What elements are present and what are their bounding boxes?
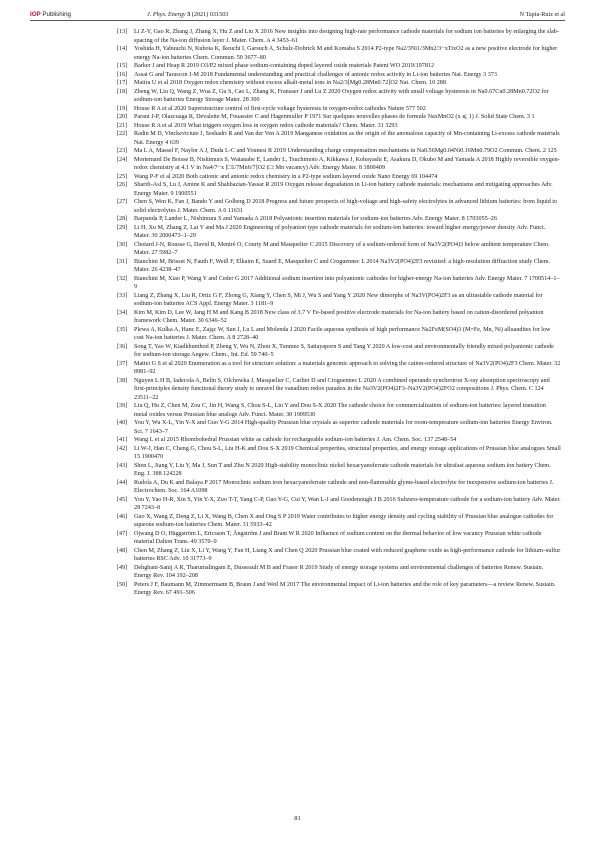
reference-item — [117, 496, 561, 513]
reference-item — [117, 45, 561, 62]
reference-text: Barpanda P, Lander L, Nishimura S and Yamada A 2018 Polyanionic insertion materials for sodium-ion batteries Adv. Energy Mater. 8 1703055–26 — [134, 216, 497, 222]
reference-number: [15] — [117, 63, 128, 69]
reference-text: Nguyen L H B, Iadecola A, Belin S, Olchowka J, Masquelier C, Carlier D and Croguennec L 2020 A combined operando synchrotron X-ray absorption spectroscopy and first-principles density functional theory study to unravel the vanadium redox paradox in the Na3V2(PO4)2F3–Na3V2(PO4)2FO2 compositions J. Phys. Chem. C 124 23511–22 — [134, 377, 550, 401]
publisher-logo: IOP Publishing — [30, 11, 71, 18]
reference-number: [37] — [117, 360, 128, 367]
reference-text: Chen S, Wen K, Fan J, Bando Y and Golberg D 2018 Progress and future prospects of high-voltage and high-safety electrolytes in advanced lithium batteries: from liquid to solid electrolytes J. Mater. Chem. A 6 11631 — [134, 199, 558, 214]
reference-number: [16] — [117, 71, 128, 78]
reference-text: Liu Q, Hu Z, Chen M, Zou C, Jin H, Wang S, Chou S-L, Liu Y and Dou S-X 2020 The cathode choice for commercialization of sodium-ion batteries: layered transition metal oxides versus Prussian blue analogs Adv. Funct. Mater. 30 1909530 — [134, 403, 546, 418]
journal-citation: J. Phys. Energy 3 (2021) 031503 — [147, 11, 229, 18]
reference-text: Wang P-F et al 2020 Both cationic and anionic redox chemistry in a P2-type sodium layered oxide Nano Energy 69 104474 — [134, 173, 438, 180]
reference-list — [117, 28, 561, 598]
reference-text: Bianchini M, Xiao P, Wang Y and Ceder G 2017 Additional sodium insertion into polyanionic cathodes for higher-energy Na-ion batteries Adv. Energy Mater. 7 1700514–1–9 — [134, 275, 560, 290]
header-rule — [30, 20, 565, 21]
reference-number: [26] — [117, 182, 128, 188]
reference-number: [39] — [117, 403, 128, 409]
reference-item — [117, 122, 561, 131]
reference-text: You Y, Yao H-R, Xin S, Yin Y-X, Zuo T-T, Yang C-P, Guo Y-G, Cui Y, Wan L-J and Goodenough J B 2016 Subzero-temperature cathode for a sodium-ion battery Adv. Mater. 28 7243–8 — [134, 496, 561, 511]
reference-number: [19] — [117, 105, 128, 112]
reference-text: Rudola A, Du K and Balaya P 2017 Monoclinic sodium iron hexacyanoferrate cathode and non-flammable glyme-based electrolyte for inexpensive sodium-ion batteries J. Electrochem. Soc. 164 A1098 — [134, 479, 554, 494]
reference-text: Maitra U et al 2018 Oxygen redox chemistry without excess alkali-metal ions in Na2/3[Mg0.28Mn0.72]O2 Nat. Chem. 10 288 — [134, 80, 446, 86]
reference-item — [117, 224, 561, 241]
reference-item — [117, 530, 561, 547]
reference-number: [41] — [117, 437, 128, 443]
reference-text: Barker J and Heap R 2019 O3/P2 mixed phase sodium-containing doped layered oxide materials Patent WO 2019/197812 — [134, 63, 435, 69]
reference-number: [20] — [117, 114, 128, 120]
reference-item — [117, 445, 561, 462]
reference-number: [36] — [117, 343, 128, 350]
reference-item — [117, 462, 561, 479]
reference-number: [34] — [117, 309, 128, 316]
reference-number: [29] — [117, 224, 128, 231]
reference-item — [117, 292, 561, 309]
reference-item — [117, 436, 561, 445]
reference-number: [50] — [117, 581, 128, 588]
reference-number: [43] — [117, 462, 128, 469]
reference-item — [117, 343, 561, 360]
reference-number: [14] — [117, 46, 128, 52]
reference-text: Li Z-Y, Gao R, Zhang J, Zhang X, Hu Z and Liu X 2016 New insights into designing high-rate performance cathode materials for sodium ion batteries by enlarging the slab-spacing of the Na-ion diffusion layer J. Mater. Chem. A 4 3453–61 — [134, 29, 559, 44]
reference-number: [35] — [117, 326, 128, 333]
reference-number: [40] — [117, 420, 128, 426]
reference-text: Kim M, Kim D, Lee W, Jang H M and Kang B 2018 New class of 3.7 V Fe-based positive electrode materials for Na-ion battery based on cation-disordered polyanion framework Chem. Mater. 30 6346–52 — [134, 309, 544, 324]
reference-text: Ma L A, Massel F, Naylor A J, Duda L-C and Younesi R 2019 Understanding charge compensation mechanisms in Na0.56Mg0.04Ni0.16Mn0.79O2 Commun. Chem. 2 125 — [134, 148, 557, 154]
reference-item — [117, 88, 561, 105]
reference-text: Liang Z, Zhang X, Liu R, Ortiz G F, Zhong G, Xiang Y, Chen S, Mi J, Wu S and Yang Y 2020 New dimorphs of Na3V(PO4)2F3 as an ultrastable cathode material for sodium-ion batteries ACS Appl. Energy Mater. 3 1181–9 — [134, 292, 543, 307]
reference-text: Li W-J, Han C, Cheng G, Chou S-L, Liu H-K and Dou S-X 2019 Chemical properties, structural properties, and energy storage applications of Prussian blue analogues Small 15 1900470 — [134, 445, 561, 460]
reference-number: [23] — [117, 148, 128, 154]
reference-item — [117, 105, 561, 114]
reference-number: [49] — [117, 564, 128, 571]
reference-text: Bianchini M, Brisset N, Fauth F, Weill F, Elkaim E, Suard E, Masquelier C and Croguennec L 2014 Na3V2(PO4)2F3 revisited: a high-resolution diffraction study Chem. Mater. 26 4238–47 — [134, 258, 551, 273]
reference-text: Chotard J-N, Rousse G, David R, Mentré O, Courty M and Masquelier C 2015 Discovery of a sodium-ordered form of Na3V2(PO4)3 below ambient temperature Chem. Mater. 27 5982–7 — [134, 241, 550, 256]
reference-number: [28] — [117, 216, 128, 222]
reference-text: Ojwang D O, Häggström L, Ericsson T, Ångström J and Brant W R 2020 Influence of sodium content on the thermal behavior of low vacancy Prussian white cathode material Dalton Trans. 49 3570–9 — [134, 530, 542, 545]
reference-text: Dehghani-Sanij A R, Tharumalingam E, Dusseault M B and Fraser R 2019 Study of energy storage systems and environmental challenges of batteries Renew. Sustain. Energy Rev. 104 192–208 — [134, 564, 544, 579]
reference-item — [117, 581, 561, 598]
page-header — [30, 9, 565, 20]
reference-text: Yoshida H, Yabuuchi N, Kubota K, Ikeuchi I, Garsuch A, Schulz-Dobrick M and Komaba S 2014 P2-type Na2/3Ni1/3Mn2/3−xTixO2 as a new positive electrode for higher energy Na-ion batteries Chem. Commun. 50 3677–80 — [134, 46, 558, 61]
reference-number: [24] — [117, 156, 128, 163]
reference-number: [30] — [117, 241, 128, 248]
reference-item — [117, 181, 561, 198]
reference-text: Song T, Yao W, Kiadkhunthod P, Zheng Y, Wu N, Zhou X, Tunmee S, Sattayaporn S and Tang Y 2020 A low-cost and environmentally friendly mixed polyanionic cathode for sodium-ion storage Angew. Chem., Int. Ed. 59 740–5 — [134, 343, 554, 358]
reference-item — [117, 215, 561, 224]
reference-number: [22] — [117, 131, 128, 137]
reference-text: House R A et al 2019 What triggers oxygen loss in oxygen redox cathode materials? Chem. Mater. 31 3293 — [134, 122, 398, 129]
reference-text: Li H, Xu M, Zhang Z, Lai Y and Ma J 2020 Engineering of polyanion type cathode materials for sodium-ion batteries: toward higher energy/power density Adv. Funct. Mater. 30 2000473–1–29 — [134, 224, 546, 239]
reference-item — [117, 156, 561, 173]
reference-number: [33] — [117, 292, 128, 299]
reference-number: [48] — [117, 547, 128, 554]
reference-number: [44] — [117, 479, 128, 486]
reference-number: [38] — [117, 377, 128, 384]
reference-number: [47] — [117, 530, 128, 537]
reference-item — [117, 513, 561, 530]
reference-text: You Y, Wu X-L, Yin Y-X and Guo Y-G 2014 High-quality Prussian blue crystals as superior cathode materials for room-temperature sodium-ion batteries Energy Environ. Sci. 7 1643–7 — [134, 420, 553, 435]
reference-text: Parant J-P, Olazcuaga R, Devalette M, Fouassier C and Hagenmuller P 1971 Sur quelques nouvelles phases de formule NaxMnO2 (x ⩽ 1) J. Solid State Chem. 3 1 — [134, 114, 535, 120]
reference-number: [31] — [117, 258, 128, 265]
reference-number: [42] — [117, 445, 128, 452]
reference-text: Guo X, Wang Z, Deng Z, Li X, Wang B, Chen X and Ong S P 2019 Water contributes to higher energy density and cycling stability of Prussian blue analogue cathodes for aqueous sodium-ion batteries Chem. Mater. 31 5933–42 — [134, 513, 554, 528]
reference-text: Mattei G S et al 2020 Enumeration as a tool for structure solution: a materials genomic approach to solving the cation-ordered structure of Na3V2(PO4)2F3 Chem. Mater. 32 8981–92 — [134, 360, 561, 375]
reference-text: Zheng W, Liu Q, Wang Z, Wua Z, Gu S, Cao L, Zhang K, Fransaer J and Lu Z 2020 Oxygen redox activity with small voltage hysteresis in Na0.67Cu0.28Mn0.72O2 for sodium-ion batteries Energy Storage Mater. 28 300 — [134, 88, 549, 103]
reference-number: [21] — [117, 122, 128, 129]
reference-number: [13] — [117, 29, 128, 35]
reference-item — [117, 147, 561, 156]
reference-item — [117, 28, 561, 45]
reference-text: Chen M, Zhang Z, Liu X, Li Y, Wang Y, Fan H, Liang X and Chen Q 2020 Prussian blue coated with reduced graphene oxide as high-performance cathode for lithium–sulfur batteries RSC Adv. 10 31773–9 — [134, 547, 561, 562]
reference-item — [117, 326, 561, 343]
reference-item — [117, 79, 561, 88]
reference-number: [45] — [117, 496, 128, 503]
reference-item — [117, 547, 561, 564]
reference-text: Radin M D, Vinckeviciute J, Seshadri R and Van der Ven A 2019 Manganese oxidation as the origin of the anomalous capacity of Mn-containing Li-excess cathode materials Nat. Energy 4 639 — [134, 131, 560, 146]
reference-text: House R A et al 2020 Superstructure control of first-cycle voltage hysteresis in oxygen-redox cathodes Nature 577 502 — [134, 105, 426, 112]
reference-item — [117, 275, 561, 292]
reference-number: [18] — [117, 88, 128, 95]
running-author: N Tapia-Ruiz et al — [519, 11, 565, 18]
reference-item — [117, 309, 561, 326]
reference-text: Shen L, Jiang Y, Liu Y, Ma J, Sun T and Zhu N 2020 High-stability monoclinic nickel hexacyanoferrate cathode materials for ultrafast aqueous sodium ion battery Chem. Eng. J. 388 124228 — [134, 462, 551, 477]
reference-text: Assat G and Tarascon J-M 2018 Fundamental understanding and practical challenges of anionic redox activity in Li-ion batteries Nat. Energy 3 373 — [134, 71, 497, 78]
reference-text: Mortemard De Boisse B, Nishimura S, Watanabe E, Lander L, Tsuchimoto A, Kikkawa J, Kobayashi E, Asakura D, Okubo M and Yamada A 2018 Highly reversible oxygen-redox chemistry at 4.1 V in Na4/7−x [□1/7Mn6/7]O2 (□: Mn vacancy) Adv. Energy Mater. 8 1800409 — [134, 156, 560, 171]
reference-item — [117, 258, 561, 275]
reference-number: [27] — [117, 199, 128, 205]
reference-item — [117, 62, 561, 71]
reference-number: [25] — [117, 173, 128, 180]
reference-item — [117, 377, 561, 403]
reference-item — [117, 113, 561, 122]
reference-number: [46] — [117, 513, 128, 520]
reference-number: [17] — [117, 80, 128, 86]
reference-text: Wang L et al 2015 Rhombohedral Prussian white as cathode for rechargeable sodium-ion batteries J. Am. Chem. Soc. 137 2548–54 — [134, 437, 457, 443]
reference-item — [117, 173, 561, 182]
reference-text: Peters J F, Baumann M, Zimmermann B, Braun J and Weil M 2017 The environmental impact of Li-ion batteries and the role of key parameters—a review Renew. Sustain. Energy Rev. 67 491–506 — [134, 581, 556, 596]
page-number: 81 — [294, 815, 301, 822]
reference-item — [117, 71, 561, 80]
reference-item — [117, 479, 561, 496]
reference-item — [117, 564, 561, 581]
reference-item — [117, 402, 561, 419]
reference-item — [117, 241, 561, 258]
reference-text: Plewa A, Kulka A, Hanc E, Zając W, Sun J, Lu L and Molenda J 2020 Facile aqueous synthesis of high performance Na2FeM(SO4)3 (M=Fe, Mn, Ni) alluaudites for low cost Na-ion batteries J. Mater. Chem. A 8 2728–40 — [134, 326, 551, 341]
reference-number: [32] — [117, 275, 128, 282]
reference-text: Sharifi-Asl S, Lu J, Amine K and Shahbazian-Yassar R 2019 Oxygen release degradation in Li-ion battery cathode materials: mechanisms and mitigating approaches Adv. Energy Mater. 9 1900551 — [134, 182, 553, 197]
reference-item — [117, 198, 561, 215]
reference-item — [117, 360, 561, 377]
reference-item — [117, 419, 561, 436]
reference-item — [117, 130, 561, 147]
